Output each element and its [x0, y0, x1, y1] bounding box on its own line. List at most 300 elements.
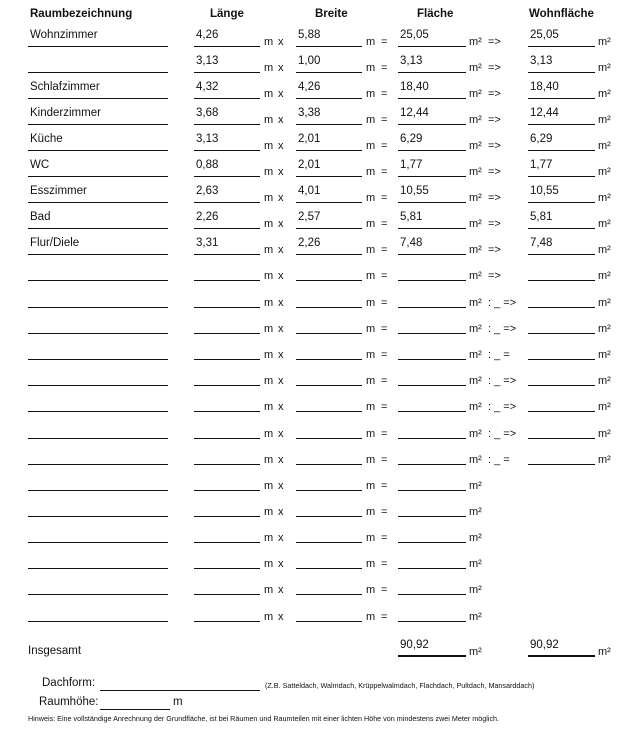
- room-name-line: [28, 438, 168, 439]
- room-name-field[interactable]: Kinderzimmer: [30, 107, 101, 119]
- table-row: [0, 234, 636, 260]
- width-field[interactable]: 4,26: [298, 81, 321, 93]
- room-name-line: [28, 542, 168, 543]
- living-area-unit: m²: [598, 297, 611, 309]
- length-unit: m: [264, 558, 274, 570]
- area-field[interactable]: 12,44: [400, 107, 429, 119]
- room-name-field[interactable]: Bad: [30, 211, 51, 223]
- width-line: [296, 228, 362, 229]
- area-unit: m²: [469, 428, 482, 440]
- table-row: [0, 287, 636, 313]
- total-area: 90,92: [400, 639, 429, 651]
- width-line: [296, 516, 362, 517]
- area-field[interactable]: 5,81: [400, 211, 423, 223]
- length-line: [194, 202, 260, 203]
- room-name-line: [28, 307, 168, 308]
- equals-sign: =: [381, 166, 388, 178]
- equals-sign: =: [381, 480, 388, 492]
- room-name-line: [28, 333, 168, 334]
- room-name-line: [28, 359, 168, 360]
- length-field[interactable]: 3,13: [196, 55, 219, 67]
- length-line: [194, 228, 260, 229]
- area-field[interactable]: 25,05: [400, 29, 429, 41]
- living-area-line: [528, 385, 595, 386]
- table-row: [0, 339, 636, 365]
- table-row: [0, 52, 636, 78]
- length-field[interactable]: 2,26: [196, 211, 219, 223]
- area-unit: m²: [469, 584, 482, 596]
- equals-sign: =: [381, 506, 388, 518]
- room-name-line: [28, 176, 168, 177]
- width-unit: m: [366, 428, 376, 440]
- times-sign: x: [278, 270, 284, 282]
- operator-sign: : _ =>: [488, 375, 517, 387]
- width-field[interactable]: 2,57: [298, 211, 321, 223]
- times-sign: x: [278, 558, 284, 570]
- length-line: [194, 490, 260, 491]
- room-name-line: [28, 464, 168, 465]
- times-sign: x: [278, 192, 284, 204]
- living-area-unit: m²: [598, 244, 611, 256]
- width-unit: m: [366, 114, 376, 126]
- area-field[interactable]: 7,48: [400, 237, 423, 249]
- living-area-unit: m²: [598, 349, 611, 361]
- area-unit: m²: [469, 375, 482, 387]
- area-line: [398, 228, 466, 229]
- length-unit: m: [264, 62, 274, 74]
- table-row: [0, 26, 636, 52]
- length-unit: m: [264, 244, 274, 256]
- area-unit: m²: [469, 558, 482, 570]
- total-living-unit: m²: [598, 646, 611, 658]
- total-area-unit: m²: [469, 646, 482, 658]
- room-name-line: [28, 254, 168, 255]
- roof-hint: (Z.B. Satteldach, Walmdach, Krüppelwalmdach, Flachdach, Pultdach, Mansarddach): [265, 681, 535, 690]
- width-line: [296, 411, 362, 412]
- times-sign: x: [278, 480, 284, 492]
- length-unit: m: [264, 428, 274, 440]
- width-field[interactable]: 1,00: [298, 55, 321, 67]
- room-name-line: [28, 228, 168, 229]
- area-unit: m²: [469, 270, 482, 282]
- room-name-field[interactable]: Schlafzimmer: [30, 81, 100, 93]
- total-living: 90,92: [530, 639, 559, 651]
- living-area-line: [528, 464, 595, 465]
- width-line: [296, 72, 362, 73]
- width-unit: m: [366, 192, 376, 204]
- length-line: [194, 333, 260, 334]
- width-line: [296, 150, 362, 151]
- roof-field[interactable]: [100, 677, 260, 691]
- living-area-line: [528, 176, 595, 177]
- length-unit: m: [264, 88, 274, 100]
- width-unit: m: [366, 506, 376, 518]
- operator-sign: =>: [488, 166, 501, 178]
- living-area-unit: m²: [598, 454, 611, 466]
- width-line: [296, 254, 362, 255]
- equals-sign: =: [381, 62, 388, 74]
- room-height-field[interactable]: [100, 696, 170, 710]
- width-unit: m: [366, 532, 376, 544]
- area-unit: m²: [469, 140, 482, 152]
- living-area-unit: m²: [598, 323, 611, 335]
- length-line: [194, 307, 260, 308]
- times-sign: x: [278, 62, 284, 74]
- table-row: [0, 260, 636, 286]
- length-unit: m: [264, 532, 274, 544]
- living-area-unit: m²: [598, 62, 611, 74]
- width-unit: m: [366, 375, 376, 387]
- area-line: [398, 72, 466, 73]
- length-unit: m: [264, 270, 274, 282]
- area-line: [398, 568, 466, 569]
- width-line: [296, 594, 362, 595]
- living-area-line: [528, 124, 595, 125]
- operator-sign: : _ =: [488, 454, 510, 466]
- times-sign: x: [278, 88, 284, 100]
- equals-sign: =: [381, 192, 388, 204]
- width-unit: m: [366, 349, 376, 361]
- area-line: [398, 594, 466, 595]
- times-sign: x: [278, 375, 284, 387]
- length-unit: m: [264, 401, 274, 413]
- total-living-line: [528, 655, 595, 657]
- length-unit: m: [264, 375, 274, 387]
- area-line: [398, 516, 466, 517]
- length-unit: m: [264, 166, 274, 178]
- length-field[interactable]: 2,63: [196, 185, 219, 197]
- room-name-field[interactable]: Flur/Diele: [30, 237, 80, 249]
- area-line: [398, 150, 466, 151]
- room-name-line: [28, 124, 168, 125]
- times-sign: x: [278, 166, 284, 178]
- roof-field-line: [100, 690, 260, 691]
- times-sign: x: [278, 428, 284, 440]
- area-field[interactable]: 18,40: [400, 81, 429, 93]
- living-area-unit: m²: [598, 88, 611, 100]
- room-name-line: [28, 150, 168, 151]
- width-field[interactable]: 5,88: [298, 29, 321, 41]
- area-line: [398, 280, 466, 281]
- living-area-field[interactable]: 10,55: [530, 185, 559, 197]
- width-unit: m: [366, 584, 376, 596]
- area-field[interactable]: 6,29: [400, 133, 423, 145]
- living-area-line: [528, 228, 595, 229]
- living-area-line: [528, 359, 595, 360]
- table-row: [0, 313, 636, 339]
- room-name-line: [28, 280, 168, 281]
- area-unit: m²: [469, 36, 482, 48]
- equals-sign: =: [381, 611, 388, 623]
- length-line: [194, 438, 260, 439]
- area-unit: m²: [469, 88, 482, 100]
- living-area-field[interactable]: 6,29: [530, 133, 553, 145]
- table-row: [0, 548, 636, 574]
- equals-sign: =: [381, 36, 388, 48]
- area-unit: m²: [469, 114, 482, 126]
- length-field[interactable]: 3,13: [196, 133, 219, 145]
- equals-sign: =: [381, 401, 388, 413]
- living-area-line: [528, 438, 595, 439]
- width-line: [296, 176, 362, 177]
- area-line: [398, 438, 466, 439]
- area-line: [398, 98, 466, 99]
- area-line: [398, 254, 466, 255]
- equals-sign: =: [381, 375, 388, 387]
- length-unit: m: [264, 218, 274, 230]
- area-unit: m²: [469, 192, 482, 204]
- length-field[interactable]: 3,31: [196, 237, 219, 249]
- header-room: Raumbezeichnung: [30, 8, 133, 20]
- living-area-line: [528, 411, 595, 412]
- living-area-field[interactable]: 12,44: [530, 107, 559, 119]
- table-row: [0, 444, 636, 470]
- operator-sign: =>: [488, 244, 501, 256]
- width-line: [296, 568, 362, 569]
- hint-note: Hinweis: Eine vollständige Anrechnung der Grundfläche, ist bei Räumen und Raumteilen mit einer lichten Höhe von mindestens zwei Meter möglich.: [28, 714, 500, 723]
- living-area-field[interactable]: 18,40: [530, 81, 559, 93]
- header-width: Breite: [315, 8, 348, 20]
- living-area-unit: m²: [598, 401, 611, 413]
- width-line: [296, 490, 362, 491]
- width-line: [296, 359, 362, 360]
- area-unit: m²: [469, 62, 482, 74]
- equals-sign: =: [381, 532, 388, 544]
- living-area-unit: m²: [598, 428, 611, 440]
- table-row: [0, 78, 636, 104]
- operator-sign: =>: [488, 270, 501, 282]
- area-unit: m²: [469, 480, 482, 492]
- length-unit: m: [264, 454, 274, 466]
- living-area-field[interactable]: 7,48: [530, 237, 553, 249]
- width-line: [296, 464, 362, 465]
- table-row: [0, 182, 636, 208]
- living-area-line: [528, 98, 595, 99]
- equals-sign: =: [381, 297, 388, 309]
- equals-sign: =: [381, 140, 388, 152]
- width-line: [296, 333, 362, 334]
- width-unit: m: [366, 558, 376, 570]
- operator-sign: : _ =>: [488, 297, 517, 309]
- header-living-area: Wohnfläche: [529, 8, 594, 20]
- length-line: [194, 464, 260, 465]
- times-sign: x: [278, 532, 284, 544]
- width-unit: m: [366, 297, 376, 309]
- room-height-unit: m: [173, 696, 183, 708]
- living-area-field[interactable]: 1,77: [530, 159, 553, 171]
- total-label: Insgesamt: [28, 645, 82, 657]
- living-area-unit: m²: [598, 192, 611, 204]
- living-area-field[interactable]: 5,81: [530, 211, 553, 223]
- area-field[interactable]: 3,13: [400, 55, 423, 67]
- width-field[interactable]: 3,38: [298, 107, 321, 119]
- area-line: [398, 202, 466, 203]
- area-line: [398, 333, 466, 334]
- room-name-line: [28, 411, 168, 412]
- length-line: [194, 254, 260, 255]
- area-unit: m²: [469, 401, 482, 413]
- room-name-line: [28, 46, 168, 47]
- room-name-field[interactable]: Küche: [30, 133, 63, 145]
- width-line: [296, 280, 362, 281]
- width-line: [296, 98, 362, 99]
- room-name-field[interactable]: WC: [30, 159, 50, 171]
- length-line: [194, 594, 260, 595]
- width-field[interactable]: 2,01: [298, 159, 321, 171]
- width-unit: m: [366, 218, 376, 230]
- times-sign: x: [278, 506, 284, 518]
- width-unit: m: [366, 401, 376, 413]
- length-field[interactable]: 4,26: [196, 29, 219, 41]
- operator-sign: =>: [488, 218, 501, 230]
- area-line: [398, 124, 466, 125]
- equals-sign: =: [381, 584, 388, 596]
- area-unit: m²: [469, 244, 482, 256]
- area-line: [398, 359, 466, 360]
- width-field[interactable]: 2,01: [298, 133, 321, 145]
- operator-sign: =>: [488, 140, 501, 152]
- living-area-unit: m²: [598, 140, 611, 152]
- room-name-line: [28, 98, 168, 99]
- length-field[interactable]: 0,88: [196, 159, 219, 171]
- length-unit: m: [264, 506, 274, 518]
- room-name-line: [28, 490, 168, 491]
- width-unit: m: [366, 454, 376, 466]
- length-line: [194, 411, 260, 412]
- area-field[interactable]: 10,55: [400, 185, 429, 197]
- width-line: [296, 385, 362, 386]
- table-row: [0, 104, 636, 130]
- table-row: [0, 156, 636, 182]
- area-line: [398, 621, 466, 622]
- room-name-line: [28, 621, 168, 622]
- area-unit: m²: [469, 297, 482, 309]
- length-unit: m: [264, 114, 274, 126]
- width-field[interactable]: 4,01: [298, 185, 321, 197]
- area-unit: m²: [469, 611, 482, 623]
- operator-sign: =>: [488, 36, 501, 48]
- room-name-field[interactable]: Esszimmer: [30, 185, 87, 197]
- table-row: [0, 574, 636, 600]
- length-unit: m: [264, 36, 274, 48]
- length-unit: m: [264, 480, 274, 492]
- length-line: [194, 621, 260, 622]
- room-name-field[interactable]: Wohnzimmer: [30, 29, 98, 41]
- equals-sign: =: [381, 323, 388, 335]
- width-unit: m: [366, 62, 376, 74]
- length-unit: m: [264, 323, 274, 335]
- table-row: [0, 365, 636, 391]
- area-unit: m²: [469, 454, 482, 466]
- times-sign: x: [278, 611, 284, 623]
- room-height-label: Raumhöhe:: [39, 696, 99, 708]
- area-unit: m²: [469, 349, 482, 361]
- width-unit: m: [366, 611, 376, 623]
- length-unit: m: [264, 349, 274, 361]
- living-area-line: [528, 46, 595, 47]
- area-line: [398, 307, 466, 308]
- area-field[interactable]: 1,77: [400, 159, 423, 171]
- operator-sign: =>: [488, 114, 501, 126]
- equals-sign: =: [381, 88, 388, 100]
- width-line: [296, 124, 362, 125]
- length-field[interactable]: 4,32: [196, 81, 219, 93]
- width-line: [296, 202, 362, 203]
- length-field[interactable]: 3,68: [196, 107, 219, 119]
- times-sign: x: [278, 584, 284, 596]
- table-row: [0, 522, 636, 548]
- living-area-unit: m²: [598, 375, 611, 387]
- living-area-line: [528, 333, 595, 334]
- operator-sign: : _ =>: [488, 428, 517, 440]
- times-sign: x: [278, 401, 284, 413]
- length-line: [194, 46, 260, 47]
- living-area-field[interactable]: 3,13: [530, 55, 553, 67]
- times-sign: x: [278, 244, 284, 256]
- length-line: [194, 124, 260, 125]
- header-length: Länge: [210, 8, 244, 20]
- length-line: [194, 385, 260, 386]
- living-area-line: [528, 150, 595, 151]
- area-unit: m²: [469, 506, 482, 518]
- times-sign: x: [278, 297, 284, 309]
- equals-sign: =: [381, 114, 388, 126]
- room-name-line: [28, 516, 168, 517]
- area-line: [398, 542, 466, 543]
- width-line: [296, 621, 362, 622]
- width-line: [296, 307, 362, 308]
- operator-sign: =>: [488, 88, 501, 100]
- equals-sign: =: [381, 454, 388, 466]
- area-line: [398, 411, 466, 412]
- living-area-line: [528, 202, 595, 203]
- equals-sign: =: [381, 558, 388, 570]
- table-row: [0, 418, 636, 444]
- length-line: [194, 516, 260, 517]
- table-row: [0, 130, 636, 156]
- equals-sign: =: [381, 218, 388, 230]
- living-area-line: [528, 254, 595, 255]
- width-unit: m: [366, 88, 376, 100]
- living-area-line: [528, 307, 595, 308]
- length-unit: m: [264, 584, 274, 596]
- width-line: [296, 438, 362, 439]
- length-line: [194, 568, 260, 569]
- header-area: Fläche: [417, 8, 454, 20]
- width-unit: m: [366, 140, 376, 152]
- living-area-unit: m²: [598, 218, 611, 230]
- living-area-unit: m²: [598, 114, 611, 126]
- room-name-line: [28, 202, 168, 203]
- width-unit: m: [366, 36, 376, 48]
- operator-sign: : _ =>: [488, 323, 517, 335]
- area-unit: m²: [469, 532, 482, 544]
- area-line: [398, 490, 466, 491]
- operator-sign: =>: [488, 192, 501, 204]
- equals-sign: =: [381, 244, 388, 256]
- length-line: [194, 359, 260, 360]
- table-row: [0, 601, 636, 627]
- length-unit: m: [264, 611, 274, 623]
- area-line: [398, 385, 466, 386]
- room-name-line: [28, 72, 168, 73]
- times-sign: x: [278, 454, 284, 466]
- times-sign: x: [278, 218, 284, 230]
- living-area-field[interactable]: 25,05: [530, 29, 559, 41]
- living-area-line: [528, 280, 595, 281]
- width-field[interactable]: 2,26: [298, 237, 321, 249]
- width-line: [296, 46, 362, 47]
